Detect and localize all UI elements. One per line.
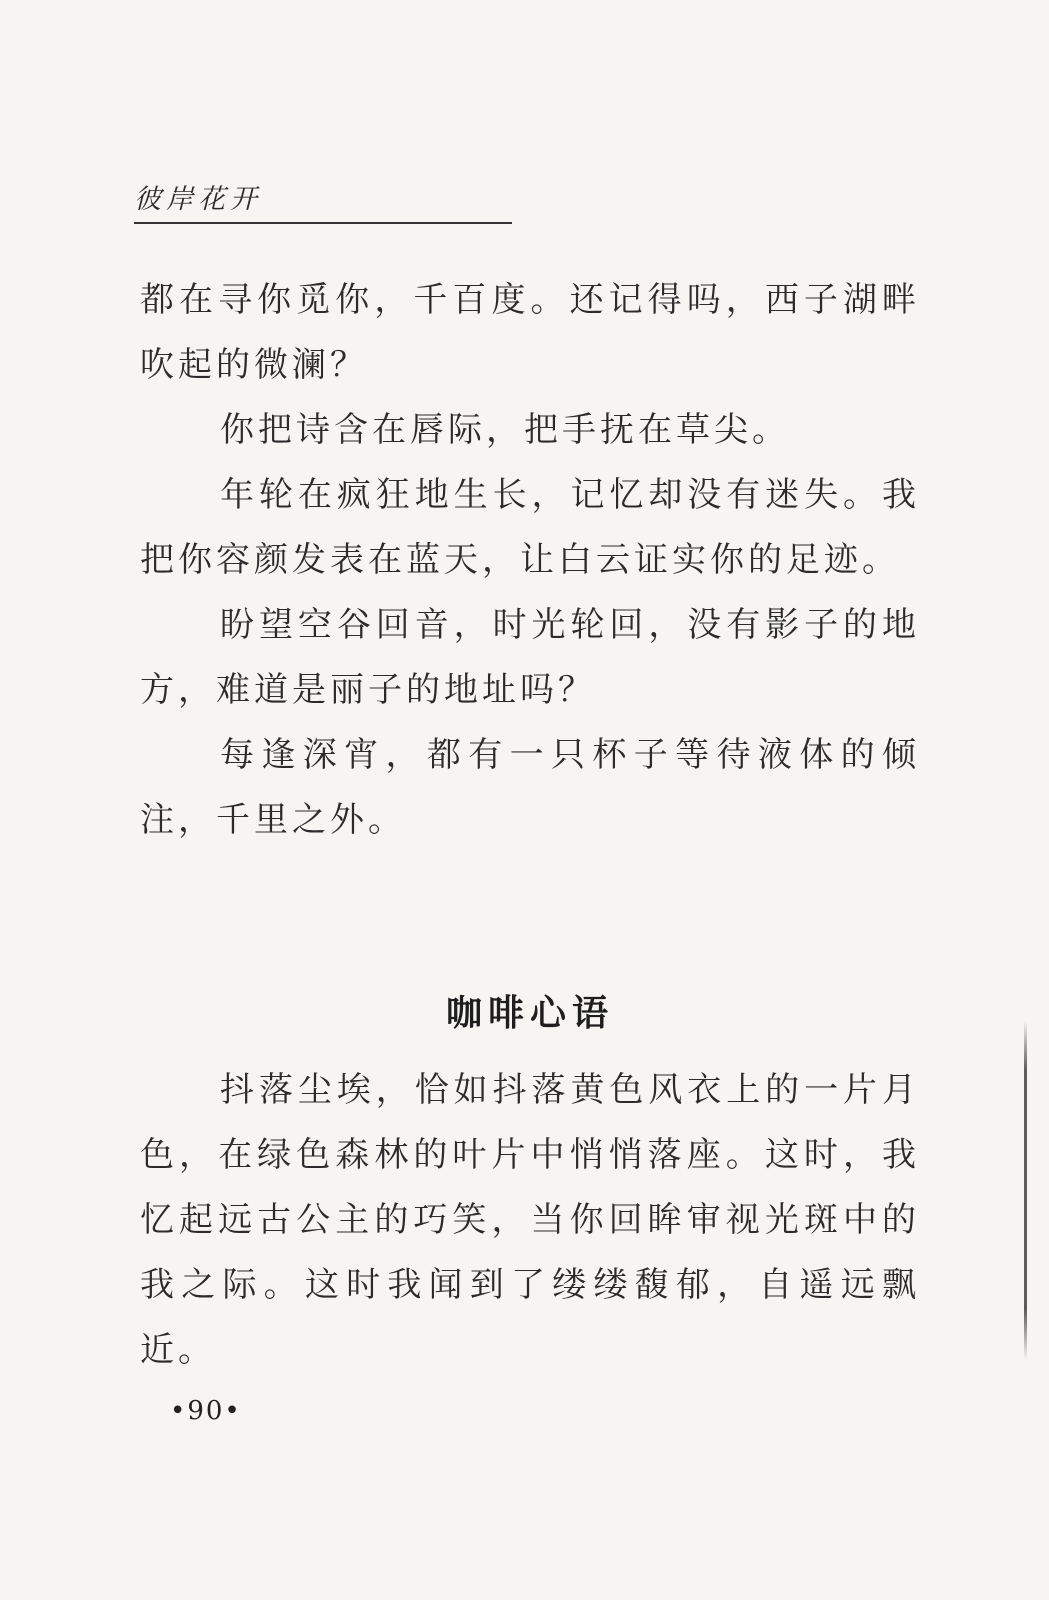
running-header <box>134 182 512 224</box>
running-header-title: 彼岸花开 <box>134 184 262 215</box>
paragraph: 你把诗含在唇际，把手抚在草尖。 <box>220 410 790 450</box>
paragraph: 年轮在疯狂地生长，记忆却没有迷失。我把你容颜发表在蓝天，让白云证实你的足迹。 <box>140 475 920 580</box>
page-number: •90• <box>170 1396 242 1426</box>
text-block-continued <box>140 268 920 853</box>
section-title: 咖啡心语 <box>445 993 614 1034</box>
text-block-section <box>140 1058 920 1383</box>
paragraph: 盼望空谷回音，时光轮回，没有影子的地方，难道是丽子的地址吗？ <box>140 605 920 710</box>
scan-edge-shadow <box>1024 1020 1027 1360</box>
paragraph: 抖落尘埃，恰如抖落黄色风衣上的一片月色，在绿色森林的叶片中悄悄落座。这时，我忆起远古公主的巧笑，当你回眸审视光斑中的我之际。这时我闻到了缕缕馥郁，自遥远飘近。 <box>140 1070 920 1370</box>
paragraph: 都在寻你觅你，千百度。还记得吗，西子湖畔吹起的微澜？ <box>140 280 920 385</box>
paragraph: 每逢深宵，都有一只杯子等待液体的倾注，千里之外。 <box>140 735 920 840</box>
